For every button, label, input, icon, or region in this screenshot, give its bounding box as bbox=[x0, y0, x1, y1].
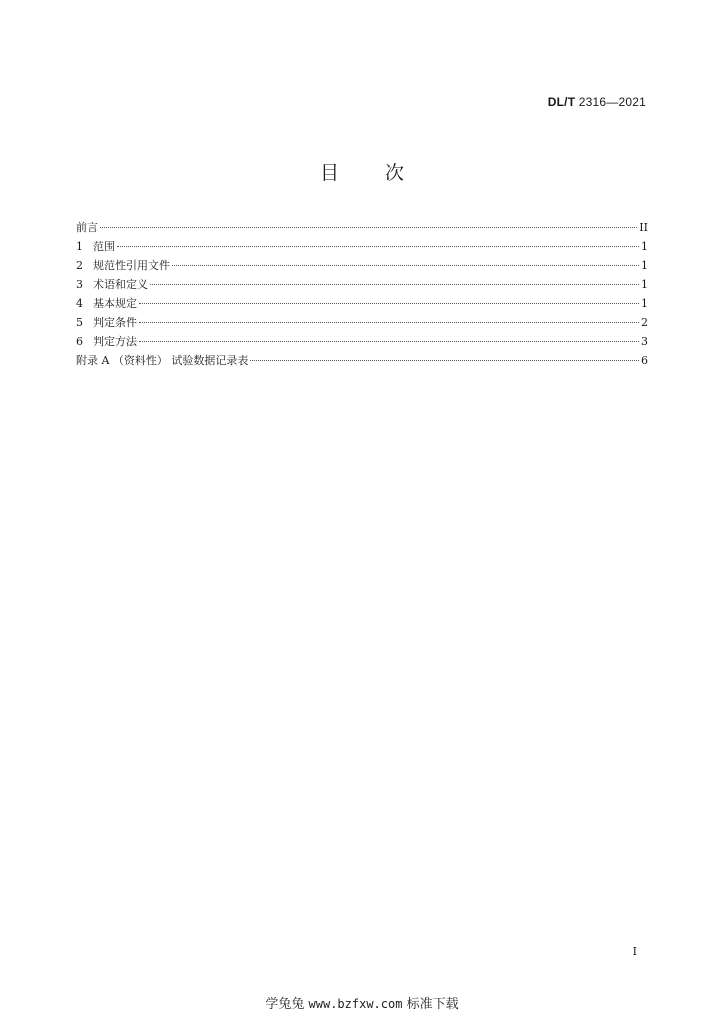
toc-entry-label: 判定方法 bbox=[93, 335, 137, 348]
footer-watermark bbox=[0, 993, 724, 1012]
toc-entry-scope[interactable] bbox=[76, 237, 648, 256]
toc-title: 目次 bbox=[319, 162, 450, 184]
footer-url[interactable]: www.bzfxw.com bbox=[308, 997, 403, 1011]
toc-dot-leader bbox=[250, 360, 639, 361]
toc-entry-page: 6 bbox=[641, 354, 648, 367]
page-number: I bbox=[632, 945, 637, 958]
toc-entry-criteria[interactable] bbox=[76, 313, 648, 332]
toc-entry-label: 判定条件 bbox=[93, 316, 137, 329]
toc-dot-leader bbox=[100, 227, 637, 228]
toc-entry-page: 1 bbox=[641, 297, 648, 310]
toc-entry-page: 1 bbox=[641, 278, 648, 291]
footer-site-name: 学兔兔 bbox=[265, 997, 305, 1012]
document-code-prefix: DL/T bbox=[547, 95, 576, 109]
toc-entry-number: 5 bbox=[76, 316, 83, 329]
toc-entry-page: 1 bbox=[641, 240, 648, 253]
toc-entry-label: 基本规定 bbox=[93, 297, 137, 310]
table-of-contents bbox=[76, 218, 648, 370]
toc-entry-page: 3 bbox=[641, 335, 648, 348]
toc-entry-number: 2 bbox=[76, 259, 83, 272]
toc-entry-label: 附录 A （资料性） 试验数据记录表 bbox=[76, 354, 249, 367]
toc-entry-foreword[interactable] bbox=[76, 218, 648, 237]
toc-dot-leader bbox=[139, 303, 639, 304]
toc-entry-page: II bbox=[639, 221, 648, 234]
toc-entry-label: 规范性引用文件 bbox=[93, 259, 170, 272]
toc-entry-methods[interactable] bbox=[76, 332, 648, 351]
toc-entry-number: 1 bbox=[76, 240, 83, 253]
toc-entry-page: 2 bbox=[641, 316, 648, 329]
footer-tagline: 标准下载 bbox=[406, 997, 459, 1012]
document-code-number: 2316—2021 bbox=[578, 95, 646, 109]
toc-dot-leader bbox=[139, 341, 639, 342]
toc-dot-leader bbox=[172, 265, 639, 266]
toc-dot-leader bbox=[150, 284, 639, 285]
toc-entry-label: 范围 bbox=[93, 240, 115, 253]
toc-entry-label: 前言 bbox=[76, 221, 98, 234]
toc-entry-label: 术语和定义 bbox=[93, 278, 148, 291]
toc-entry-terms-definitions[interactable] bbox=[76, 275, 648, 294]
document-code bbox=[548, 95, 646, 109]
toc-entry-number: 4 bbox=[76, 297, 83, 310]
toc-entry-number: 3 bbox=[76, 278, 83, 291]
toc-dot-leader bbox=[139, 322, 639, 323]
toc-entry-page: 1 bbox=[641, 259, 648, 272]
toc-entry-normative-references[interactable] bbox=[76, 256, 648, 275]
toc-entry-appendix-a[interactable] bbox=[76, 351, 648, 370]
toc-entry-number: 6 bbox=[76, 335, 83, 348]
toc-dot-leader bbox=[117, 246, 639, 247]
toc-entry-basic-requirements[interactable] bbox=[76, 294, 648, 313]
